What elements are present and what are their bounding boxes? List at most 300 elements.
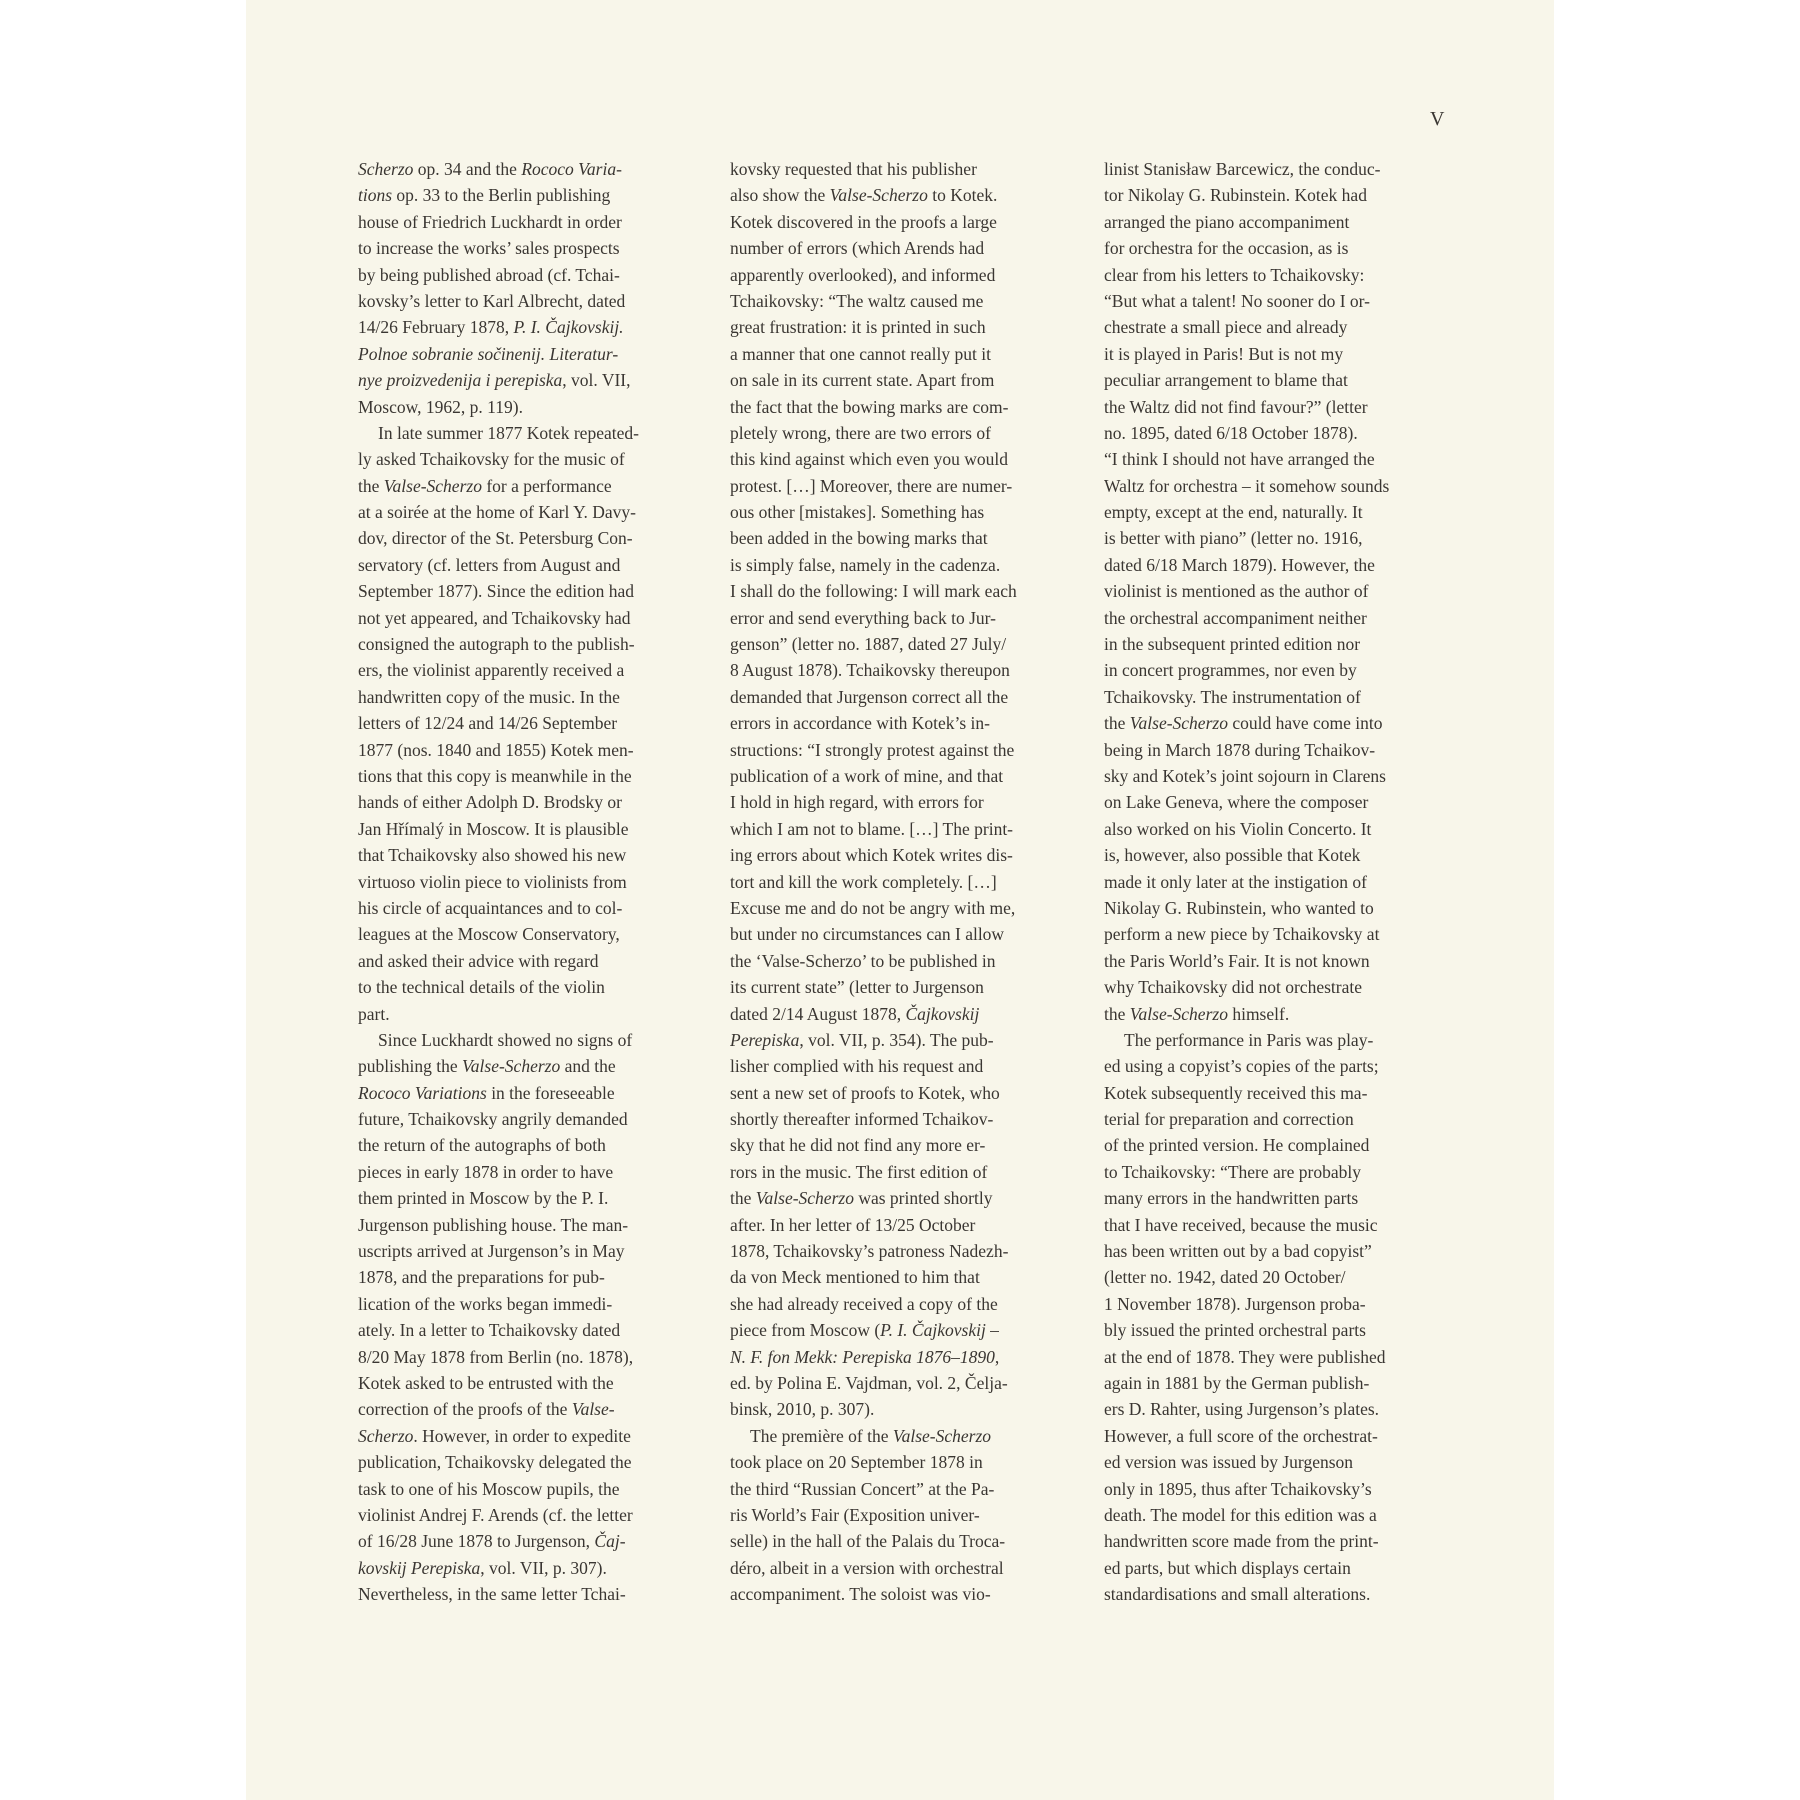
text-segment: “I think I should not have arranged the: [1104, 449, 1375, 470]
text-line: [358, 1476, 678, 1502]
text-line: [358, 262, 678, 288]
text-segment: why Tchaikovsky did not orchestrate: [1104, 977, 1362, 998]
text-segment: could have come into: [1227, 713, 1383, 734]
text-segment: terial for preparation and correction: [1104, 1109, 1354, 1130]
text-segment: tions that this copy is meanwhile in the: [358, 765, 632, 786]
italic-segment: Scherzo: [358, 1425, 414, 1446]
text-line: [1104, 657, 1424, 683]
italic-segment: Valse-Scherzo: [462, 1056, 561, 1077]
text-segment: publishing the: [358, 1056, 463, 1077]
text-line: [358, 1159, 678, 1185]
text-line: [730, 684, 1050, 710]
text-line: [358, 209, 678, 235]
text-line: [1104, 763, 1424, 789]
text-segment: uscripts arrived at Jurgenson’s in May: [358, 1241, 625, 1262]
text-line: [1104, 1317, 1424, 1343]
text-line: [730, 552, 1050, 578]
text-segment: consigned the autograph to the publish-: [358, 634, 635, 655]
text-line: [730, 605, 1050, 631]
text-line: [730, 446, 1050, 472]
text-line: [730, 420, 1050, 446]
text-segment: virtuoso violin piece to violinists from: [358, 871, 627, 892]
text-segment: 1 November 1878). Jurgenson proba-: [1104, 1293, 1366, 1314]
text-segment: apparently overlooked), and informed: [730, 264, 996, 285]
text-segment: 1877 (nos. 1840 and 1855) Kotek men-: [358, 739, 634, 760]
text-line: [358, 763, 678, 789]
text-segment: it is played in Paris! But is not my: [1104, 343, 1344, 364]
text-line: [1104, 182, 1424, 208]
italic-segment: Scherzo: [358, 159, 414, 179]
text-line: [358, 737, 678, 763]
text-line: [358, 1291, 678, 1317]
text-segment: on sale in its current state. Apart from: [730, 370, 995, 391]
text-segment: Tchaikovsky. The instrumentation of: [1104, 686, 1361, 707]
text-line: [358, 1053, 678, 1079]
text-line: [1104, 1423, 1424, 1449]
text-line: [730, 1264, 1050, 1290]
text-segment: 1878, Tchaikovsky’s patroness Nadezh-: [730, 1241, 1009, 1262]
text-segment: Kotek asked to be entrusted with the: [358, 1372, 614, 1393]
text-segment: great frustration: it is printed in such: [730, 317, 986, 338]
text-segment: However, a full score of the orchestrat-: [1104, 1425, 1378, 1446]
text-segment: letters of 12/24 and 14/26 September: [358, 713, 618, 734]
text-line: [1104, 314, 1424, 340]
text-segment: linist Stanisław Barcewicz, the conduc-: [1104, 159, 1381, 179]
text-line: [358, 235, 678, 261]
text-line: [730, 631, 1050, 657]
italic-segment: Valse-Scherzo: [383, 475, 482, 496]
italic-segment: P. I. Čajkovskij.: [513, 317, 624, 338]
text-segment: part.: [358, 1003, 390, 1024]
text-segment: tor Nikolay G. Rubinstein. Kotek had: [1104, 185, 1367, 206]
text-line: [358, 578, 678, 604]
page-number: V: [1430, 108, 1446, 130]
text-segment: sky and Kotek’s joint sojourn in Clarens: [1104, 765, 1386, 786]
text-line: [730, 525, 1050, 551]
text-line: [358, 1264, 678, 1290]
text-line: [358, 1555, 678, 1581]
text-segment: which I am not to blame. […] The print-: [730, 818, 1014, 839]
text-line: [1104, 1053, 1424, 1079]
text-line: [1104, 921, 1424, 947]
text-segment: dov, director of the St. Petersburg Con-: [358, 528, 633, 549]
text-segment: was printed shortly: [853, 1188, 993, 1209]
italic-segment: Čaj-: [594, 1531, 626, 1552]
text-line: [358, 657, 678, 683]
text-segment: the: [1104, 1003, 1130, 1024]
text-line: [1104, 1291, 1424, 1317]
text-line: [730, 1185, 1050, 1211]
text-line: [358, 1423, 678, 1449]
text-line: [730, 1581, 1050, 1607]
text-segment: 1878, and the preparations for pub-: [358, 1267, 605, 1288]
text-segment: and the: [560, 1056, 616, 1077]
text-line: [730, 1317, 1050, 1343]
text-line: [358, 1449, 678, 1475]
text-line: [1104, 1132, 1424, 1158]
text-segment: dated 6/18 March 1879). However, the: [1104, 554, 1375, 575]
text-line: [358, 1027, 678, 1053]
text-segment: the: [358, 475, 384, 496]
italic-segment: Valse-Scherzo: [755, 1188, 854, 1209]
text-line: [1104, 1581, 1424, 1607]
text-line: [730, 737, 1050, 763]
text-segment: them printed in Moscow by the P. I.: [358, 1188, 609, 1209]
text-segment: is simply false, namely in the cadenza.: [730, 554, 1001, 575]
text-line: [730, 842, 1050, 868]
text-line: [1104, 1212, 1424, 1238]
text-line: [1104, 394, 1424, 420]
text-segment: chestrate a small piece and already: [1104, 317, 1348, 338]
text-segment: the return of the autographs of both: [358, 1135, 606, 1156]
text-line: [730, 1159, 1050, 1185]
text-line: [358, 816, 678, 842]
italic-segment: Perepiska: [730, 1029, 800, 1050]
text-line: [730, 367, 1050, 393]
text-segment: at the end of 1878. They were published: [1104, 1346, 1386, 1367]
italic-segment: Rococo Varia-: [521, 159, 622, 179]
text-segment: publication, Tchaikovsky delegated the: [358, 1452, 632, 1473]
text-line: [1104, 895, 1424, 921]
text-segment: hands of either Adolph D. Brodsky or: [358, 792, 622, 813]
text-segment: the: [730, 1188, 756, 1209]
text-segment: tort and kill the work completely. […]: [730, 871, 997, 892]
text-segment: in the foreseeable: [486, 1082, 615, 1103]
text-segment: publication of a work of mine, and that: [730, 765, 1004, 786]
text-line: [358, 869, 678, 895]
text-segment: ers, the violinist apparently received a: [358, 660, 625, 681]
text-segment: took place on 20 September 1878 in: [730, 1452, 983, 1473]
text-segment: ately. In a letter to Tchaikovsky dated: [358, 1320, 621, 1341]
text-segment: also show the: [730, 185, 830, 206]
text-line: [358, 1106, 678, 1132]
text-segment: bly issued the printed orchestral parts: [1104, 1320, 1366, 1341]
text-line: [358, 1581, 678, 1607]
italic-segment: Valse-Scherzo: [892, 1425, 992, 1446]
text-line: [358, 1502, 678, 1528]
text-segment: perform a new piece by Tchaikovsky at: [1104, 924, 1380, 945]
text-line: [1104, 499, 1424, 525]
text-segment: the Waltz did not find favour?” (letter: [1104, 396, 1368, 417]
text-segment: kovsky’s letter to Karl Albrecht, dated: [358, 290, 626, 311]
text-line: [1104, 1528, 1424, 1554]
text-line: [730, 895, 1050, 921]
text-segment: only in 1895, thus after Tchaikovsky’s: [1104, 1478, 1372, 1499]
text-line: [1104, 341, 1424, 367]
italic-segment: Rococo Variations: [358, 1082, 487, 1103]
text-segment: da von Meck mentioned to him that: [730, 1267, 980, 1288]
text-segment: to Kotek.: [927, 185, 998, 206]
text-line: [1104, 816, 1424, 842]
text-segment: 8/20 May 1878 from Berlin (no. 1878),: [358, 1346, 634, 1367]
text-line: [1104, 578, 1424, 604]
text-segment: that Tchaikovsky also showed his new: [358, 845, 627, 866]
text-segment: Kotek subsequently received this ma-: [1104, 1082, 1368, 1103]
text-segment: sent a new set of proofs to Kotek, who: [730, 1082, 1000, 1103]
text-segment: errors in accordance with Kotek’s in-: [730, 713, 990, 734]
text-segment: for orchestra for the occasion, as is: [1104, 238, 1349, 259]
text-segment: to the technical details of the violin: [358, 977, 605, 998]
italic-segment: Valse-Scherzo: [1129, 713, 1228, 734]
text-line: [358, 314, 678, 340]
text-segment: ly asked Tchaikovsky for the music of: [358, 449, 625, 470]
text-segment: ous other [mistakes]. Something has: [730, 502, 985, 523]
text-segment: lisher complied with his request and: [730, 1056, 984, 1077]
text-line: [1104, 1080, 1424, 1106]
text-line: [1104, 631, 1424, 657]
text-line: [1104, 842, 1424, 868]
text-line: [1104, 552, 1424, 578]
text-line: [730, 262, 1050, 288]
text-segment: being in March 1878 during Tchaikov-: [1104, 739, 1376, 760]
text-line: [730, 1396, 1050, 1422]
text-line: [1104, 1396, 1424, 1422]
text-line: [1104, 446, 1424, 472]
text-line: [358, 182, 678, 208]
text-line: [358, 473, 678, 499]
text-line: [358, 1080, 678, 1106]
text-line: [730, 499, 1050, 525]
text-line: [1104, 525, 1424, 551]
text-line: [1104, 1185, 1424, 1211]
text-segment: empty, except at the end, naturally. It: [1104, 502, 1363, 523]
text-segment: kovsky requested that his publisher: [730, 159, 977, 179]
text-segment: shortly thereafter informed Tchaikov-: [730, 1109, 994, 1130]
text-segment: I hold in high regard, with errors for: [730, 792, 984, 813]
text-line: [730, 1080, 1050, 1106]
text-line: [1104, 1555, 1424, 1581]
text-line: [358, 895, 678, 921]
text-segment: 8 August 1878). Tchaikovsky thereupon: [730, 660, 1010, 681]
text-line: [730, 1291, 1050, 1317]
text-line: [730, 921, 1050, 947]
text-segment: selle) in the hall of the Palais du Troca-: [730, 1531, 1006, 1552]
italic-segment: Valse-: [571, 1399, 615, 1420]
text-line: [730, 1555, 1050, 1581]
text-line: [730, 1528, 1050, 1554]
text-line: [730, 473, 1050, 499]
text-line: [1104, 288, 1424, 314]
text-segment: lication of the works began immedi-: [358, 1293, 613, 1314]
text-line: [358, 921, 678, 947]
text-segment: leagues at the Moscow Conservatory,: [358, 924, 620, 945]
text-line: [730, 235, 1050, 261]
text-segment: 14/26 February 1878,: [358, 317, 514, 338]
text-segment: Waltz for orchestra – it somehow sounds: [1104, 475, 1390, 496]
text-segment: to increase the works’ sales prospects: [358, 238, 620, 259]
text-segment: genson” (letter no. 1887, dated 27 July/: [730, 634, 1007, 655]
text-segment: ed version was issued by Jurgenson: [1104, 1452, 1354, 1473]
text-column-1: [358, 156, 678, 1607]
text-segment: the third “Russian Concert” at the Pa-: [730, 1478, 995, 1499]
text-segment: ,: [994, 1346, 1000, 1367]
text-segment: sky that he did not find any more er-: [730, 1135, 986, 1156]
text-line: [730, 1370, 1050, 1396]
text-segment: made it only later at the instigation of: [1104, 871, 1367, 892]
text-line: [358, 288, 678, 314]
text-line: [1104, 1344, 1424, 1370]
italic-segment: kovskij Perepiska: [358, 1557, 481, 1578]
text-segment: Jan Hřímalý in Moscow. It is plausible: [358, 818, 629, 839]
text-line: [358, 1238, 678, 1264]
text-line: [1104, 948, 1424, 974]
text-segment: death. The model for this edition was a: [1104, 1504, 1377, 1525]
text-segment: Kotek discovered in the proofs a large: [730, 211, 997, 232]
text-segment: not yet appeared, and Tchaikovsky had: [358, 607, 631, 628]
text-segment: arranged the piano accompaniment: [1104, 211, 1350, 232]
text-segment: in the subsequent printed edition nor: [1104, 634, 1361, 655]
text-line: [730, 578, 1050, 604]
text-line: [730, 1212, 1050, 1238]
text-segment: Jurgenson publishing house. The man-: [358, 1214, 629, 1235]
text-line: [358, 684, 678, 710]
text-segment: “But what a talent! No sooner do I or-: [1104, 290, 1370, 311]
text-segment: I shall do the following: I will mark each: [730, 581, 1017, 602]
text-line: [358, 842, 678, 868]
text-line: [358, 420, 678, 446]
text-line: [730, 1476, 1050, 1502]
text-line: [730, 657, 1050, 683]
text-segment: September 1877). Since the edition had: [358, 581, 635, 602]
text-line: [1104, 1238, 1424, 1264]
text-segment: has been written out by a bad copyist”: [1104, 1241, 1372, 1262]
text-segment: peculiar arrangement to blame that: [1104, 370, 1348, 391]
text-segment: accompaniment. The soloist was vio-: [730, 1584, 991, 1605]
text-line: [730, 974, 1050, 1000]
text-line: [358, 1317, 678, 1343]
text-segment: been added in the bowing marks that: [730, 528, 988, 549]
text-segment: the Paris World’s Fair. It is not known: [1104, 950, 1370, 971]
text-segment: ed. by Polina E. Vajdman, vol. 2, Čelja-: [730, 1372, 1008, 1393]
text-segment: for a performance: [481, 475, 612, 496]
text-column-2: [730, 156, 1050, 1607]
text-line: [730, 209, 1050, 235]
text-segment: pletely wrong, there are two errors of: [730, 422, 991, 443]
text-segment: (letter no. 1942, dated 20 October/: [1104, 1267, 1346, 1288]
text-segment: clear from his letters to Tchaikovsky:: [1104, 264, 1365, 285]
text-segment: Excuse me and do not be angry with me,: [730, 897, 1016, 918]
text-line: [1104, 710, 1424, 736]
text-line: [730, 763, 1050, 789]
text-line: [1104, 737, 1424, 763]
text-line: [730, 1106, 1050, 1132]
text-segment: protest. […] Moreover, there are numer-: [730, 475, 1013, 496]
text-segment: Since Luckhardt showed no signs of: [378, 1029, 633, 1050]
text-line: [730, 1449, 1050, 1475]
text-line: [730, 1423, 1050, 1449]
text-segment: the: [1104, 713, 1130, 734]
text-segment: error and send everything back to Jur-: [730, 607, 996, 628]
text-segment: his circle of acquaintances and to col-: [358, 897, 623, 918]
text-segment: . However, in order to expedite: [413, 1425, 631, 1446]
text-segment: , vol. VII,: [562, 370, 631, 391]
text-segment: The première of the: [750, 1425, 893, 1446]
text-line: [1104, 420, 1424, 446]
text-line: [1104, 473, 1424, 499]
text-line: [358, 605, 678, 631]
text-segment: and asked their advice with regard: [358, 950, 599, 971]
text-segment: ris World’s Fair (Exposition univer-: [730, 1504, 980, 1525]
text-segment: demanded that Jurgenson correct all the: [730, 686, 1009, 707]
text-segment: no. 1895, dated 6/18 October 1878).: [1104, 422, 1358, 443]
text-line: [358, 1396, 678, 1422]
text-line: [1104, 605, 1424, 631]
text-line: [1104, 1159, 1424, 1185]
text-line: [730, 1053, 1050, 1079]
text-line: [358, 367, 678, 393]
text-segment: Nevertheless, in the same letter Tchai-: [358, 1584, 626, 1605]
text-line: [1104, 1264, 1424, 1290]
text-segment: op. 33 to the Berlin publishing: [392, 185, 611, 206]
text-line: [1104, 156, 1424, 182]
text-segment: handwritten copy of the music. In the: [358, 686, 620, 707]
text-line: [1104, 684, 1424, 710]
text-segment: of the printed version. He complained: [1104, 1135, 1370, 1156]
italic-segment: Valse-Scherzo: [1129, 1003, 1228, 1024]
text-line: [358, 789, 678, 815]
text-segment: to Tchaikovsky: “There are probably: [1104, 1161, 1361, 1182]
text-line: [358, 1132, 678, 1158]
text-segment: the orchestral accompaniment neither: [1104, 607, 1367, 628]
text-segment: on Lake Geneva, where the composer: [1104, 792, 1369, 813]
text-line: [358, 446, 678, 472]
text-line: [358, 499, 678, 525]
text-segment: In late summer 1877 Kotek repeated-: [378, 422, 639, 443]
text-segment: its current state” (letter to Jurgenson: [730, 977, 984, 998]
text-segment: she had already received a copy of the: [730, 1293, 998, 1314]
text-line: [730, 1344, 1050, 1370]
text-line: [730, 394, 1050, 420]
italic-segment: N. F. fon Mekk: Perepiska 1876–1890: [730, 1346, 995, 1367]
text-line: [1104, 869, 1424, 895]
text-line: [1104, 1027, 1424, 1053]
text-line: [1104, 235, 1424, 261]
text-segment: also worked on his Violin Concerto. It: [1104, 818, 1372, 839]
text-segment: binsk, 2010, p. 307).: [730, 1399, 875, 1420]
text-segment: correction of the proofs of the: [358, 1399, 572, 1420]
text-segment: ers D. Rahter, using Jurgenson’s plates.: [1104, 1399, 1380, 1420]
text-segment: déro, albeit in a version with orchestral: [730, 1557, 1004, 1578]
text-segment: ed parts, but which displays certain: [1104, 1557, 1351, 1578]
text-segment: violinist is mentioned as the author of: [1104, 581, 1369, 602]
italic-segment: P. I. Čajkovskij –: [880, 1320, 999, 1341]
text-segment: this kind against which even you would: [730, 449, 1009, 470]
text-line: [1104, 262, 1424, 288]
text-segment: the ‘Valse-Scherzo’ to be published in: [730, 950, 996, 971]
text-segment: Moscow, 1962, p. 119).: [358, 396, 523, 417]
text-column-3: [1104, 156, 1424, 1607]
text-segment: piece from Moscow (: [730, 1320, 881, 1341]
text-line: [358, 525, 678, 551]
text-line: [358, 1370, 678, 1396]
text-segment: servatory (cf. letters from August and: [358, 554, 621, 575]
text-segment: task to one of his Moscow pupils, the: [358, 1478, 620, 1499]
text-segment: the fact that the bowing marks are com-: [730, 396, 1009, 417]
text-line: [358, 1212, 678, 1238]
italic-segment: nye proizvedenija i perepiska: [358, 370, 563, 391]
text-line: [730, 1238, 1050, 1264]
text-segment: dated 2/14 August 1878,: [730, 1003, 906, 1024]
text-line: [730, 1502, 1050, 1528]
italic-segment: Čajkovskij: [905, 1003, 980, 1024]
text-line: [1104, 1449, 1424, 1475]
italic-segment: Valse-Scherzo: [829, 185, 928, 206]
text-line: [1104, 209, 1424, 235]
text-line: [1104, 1370, 1424, 1396]
text-line: [730, 948, 1050, 974]
text-line: [358, 631, 678, 657]
text-line: [358, 974, 678, 1000]
